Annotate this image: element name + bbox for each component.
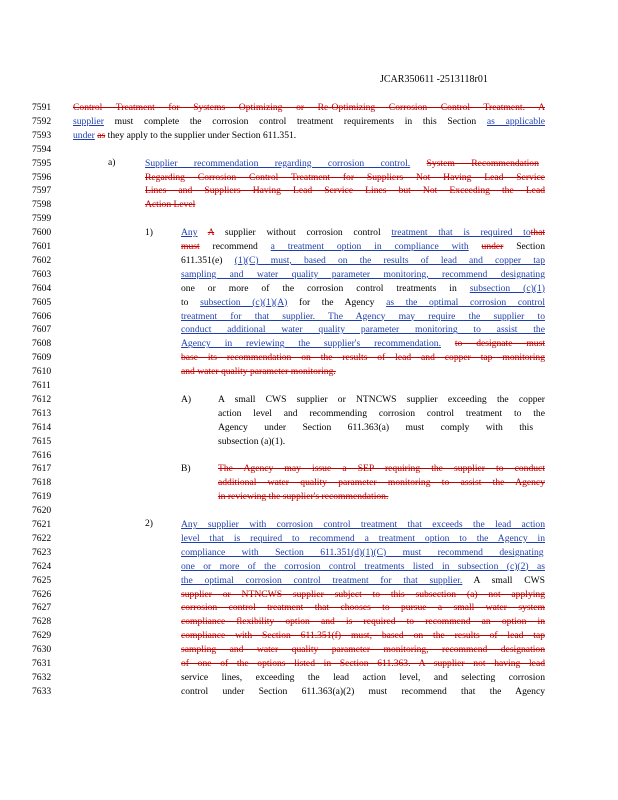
text-line	[218, 394, 545, 405]
text-line	[181, 547, 544, 558]
deleted-text: Lines and Suppliers Having Lead Service Lines but Not Exceeding the Lead	[145, 185, 545, 197]
text-line	[181, 616, 545, 627]
text-line	[218, 463, 545, 474]
inserted-text: as applicable	[486, 115, 545, 127]
line-number: 7621	[32, 519, 52, 530]
deleted-text: as	[97, 129, 106, 141]
line-number: 7603	[32, 268, 52, 280]
plain-text: supplier without corrosion control	[214, 227, 392, 239]
plain-text: Agency under Section 611.363(a) must comply with this	[218, 421, 534, 433]
line-number: 7631	[32, 658, 52, 669]
text-line	[181, 686, 545, 697]
line-number: 7606	[32, 310, 52, 322]
deleted-text: of one of the options listed in Section 611.363. A supplier not having lead	[181, 658, 545, 669]
inserted-text: Any supplier with corrosion control treatment that exceeds the lead action	[181, 519, 545, 530]
text-line	[145, 185, 545, 196]
text-line	[181, 255, 545, 266]
inserted-text: Any	[181, 227, 198, 239]
plain-text: action level and recommending corrosion control treatment to the	[218, 407, 545, 419]
text-line	[181, 533, 545, 544]
plain-text	[410, 158, 426, 169]
plain-text: 611.351(e)	[181, 254, 235, 266]
line-number: 7612	[32, 393, 52, 405]
inserted-text: sampling and water quality parameter monitoring, recommend designating	[181, 268, 545, 280]
label-a: a)	[108, 157, 116, 168]
document-header: JCAR350611 -2513118r01	[380, 74, 488, 85]
line-number: 7593	[32, 129, 52, 141]
line-number: 7598	[32, 199, 52, 211]
inserted-text: as the optimal corrosion control	[386, 296, 545, 308]
text-line	[181, 589, 545, 600]
inserted-text: Agency in reviewing the supplier's recommendation.	[181, 338, 441, 350]
deleted-text: under	[481, 241, 504, 252]
deleted-text: and water quality parameter monitoring.	[181, 366, 336, 378]
text-line	[218, 422, 533, 433]
plain-text: A small CWS supplier or NTNCWS supplier exceeding the copper	[218, 393, 545, 405]
plain-text	[441, 338, 455, 349]
text-line	[73, 116, 545, 127]
deleted-text: must	[181, 241, 200, 252]
text-line	[218, 491, 388, 502]
line-number: 7627	[32, 602, 52, 614]
plain-text: to	[181, 296, 201, 308]
plain-text: one or more of the corrosion control treatments in	[181, 282, 470, 294]
plain-text: subsection (a)(1).	[218, 435, 286, 447]
text-line	[181, 519, 545, 530]
text-line	[218, 436, 285, 447]
plain-text: control under Section 611.363(a)(2) must recommend that the Agency	[181, 685, 545, 697]
plain-text: they apply to the supplier under Section 611.351.	[105, 129, 297, 141]
deleted-text: A	[207, 227, 215, 239]
line-number: 7633	[32, 685, 52, 697]
line-number: 7607	[32, 324, 52, 336]
text-line	[181, 366, 336, 377]
line-number: 7614	[32, 421, 52, 433]
line-number: 7596	[32, 171, 52, 183]
inserted-text: treatment that is required to	[391, 227, 531, 239]
inserted-text: Supplier recommendation regarding corrosion control.	[145, 157, 411, 169]
plain-text: Section	[503, 241, 545, 252]
plain-text: recommend	[199, 241, 271, 252]
deleted-text: Control Treatment for Systems Optimizing or Re-Optimizing Corrosion Control Treatment. A	[73, 102, 545, 113]
line-number: 7619	[32, 491, 52, 503]
line-number: 7611	[32, 380, 51, 391]
inserted-text: subsection (c)(1)	[469, 282, 545, 294]
deleted-text: compliance flexibility option and is required to recommend an option in	[181, 616, 545, 628]
text-line	[218, 408, 545, 419]
plain-text: must complete the corrosion control treatment requirements in this Section	[103, 115, 487, 127]
text-line	[181, 241, 545, 252]
text-line	[181, 297, 545, 308]
text-line	[181, 324, 545, 335]
line-number: 7610	[32, 366, 52, 378]
inserted-text: (1)(C) must, based on the results of lead and copper tap	[234, 254, 545, 266]
deleted-text: that	[530, 227, 546, 239]
line-number: 7630	[32, 644, 52, 656]
line-number: 7615	[32, 435, 52, 447]
text-line	[181, 658, 545, 669]
deleted-text: corrosion control treatment that chooses to pursue a small water system	[181, 602, 545, 614]
line-number: 7591	[32, 102, 52, 113]
deleted-text: to designate must	[454, 338, 545, 350]
inserted-text: treatment for that supplier. The Agency may require the supplier to	[181, 310, 545, 322]
text-line	[145, 199, 195, 210]
plain-text	[469, 241, 482, 252]
inserted-text: level that is required to recommend a treatment option to the Agency in	[181, 532, 545, 544]
line-number: 7625	[32, 574, 52, 586]
plain-text	[198, 227, 208, 238]
line-number: 7617	[32, 463, 52, 475]
plain-text: service lines, exceeding the lead action level, and selecting corrosion	[181, 671, 545, 683]
text-line	[181, 602, 545, 613]
line-number: 7594	[32, 143, 52, 155]
text-line	[145, 158, 539, 169]
line-number: 7628	[32, 616, 52, 628]
label-2: 2)	[145, 518, 153, 529]
line-number: 7600	[32, 227, 52, 239]
inserted-text: compliance with Section 611.351(d)(1)(C) must recommend designating	[181, 546, 544, 558]
text-line	[218, 477, 545, 488]
line-number: 7601	[32, 241, 52, 252]
plain-text: A small CWS	[462, 574, 545, 586]
deleted-text: additional water quality parameter monitoring to assist the Agency	[218, 477, 545, 489]
line-number: 7605	[32, 296, 52, 308]
line-number: 7613	[32, 407, 52, 419]
text-line	[181, 311, 545, 322]
inserted-text: the optimal corrosion control treatment for that supplier.	[181, 574, 463, 586]
deleted-text: compliance with Section 611.351(f) must, based on the results of lead tap	[181, 630, 545, 642]
inserted-text: under	[73, 129, 95, 141]
text-line	[181, 227, 545, 238]
inserted-text: supplier	[73, 115, 104, 127]
deleted-text: System Recommendation	[426, 157, 539, 169]
deleted-text: Action Level	[145, 199, 196, 211]
inserted-text: subsection (c)(1)(A)	[200, 296, 288, 308]
text-line	[181, 338, 545, 349]
text-line	[181, 575, 545, 586]
line-number: 7616	[32, 449, 52, 461]
inserted-text: a treatment option in compliance with	[270, 241, 469, 252]
line-number: 7599	[32, 213, 52, 225]
text-line	[145, 172, 545, 183]
deleted-text: supplier or NTNCWS supplier subject to this subsection (a) not applying	[181, 588, 545, 600]
inserted-text: one or more of the corrosion control treatments listed in subsection (c)(2) as	[181, 560, 545, 572]
label-1: 1)	[145, 227, 153, 238]
text-line	[73, 102, 545, 113]
line-number: 7626	[32, 588, 52, 600]
line-number: 7592	[32, 115, 52, 127]
line-number: 7602	[32, 254, 52, 266]
text-line	[181, 269, 545, 280]
text-line	[181, 672, 545, 683]
inserted-text: conduct additional water quality parameter monitoring to assist the	[181, 324, 545, 336]
line-number: 7629	[32, 630, 52, 642]
line-number: 7595	[32, 157, 52, 169]
deleted-text: Regarding Corrosion Control Treatment for Suppliers Not Having Lead Service	[145, 171, 545, 183]
text-line	[73, 130, 296, 141]
line-number: 7624	[32, 560, 52, 572]
plain-text: for the Agency	[287, 296, 387, 308]
deleted-text: base its recommendation on the results of lead and copper tap monitoring	[181, 352, 545, 364]
line-number: 7604	[32, 282, 52, 294]
line-number: 7609	[32, 352, 52, 364]
label-A: A)	[181, 394, 192, 405]
line-number: 7618	[32, 477, 52, 489]
label-B: B)	[181, 463, 191, 474]
line-number: 7623	[32, 546, 52, 558]
deleted-text: in reviewing the supplier's recommendation.	[218, 491, 389, 503]
text-line	[181, 630, 545, 641]
deleted-text: The Agency may issue a SEP requiring the supplier to conduct	[218, 463, 545, 475]
text-line	[181, 352, 545, 363]
line-number: 7632	[32, 671, 52, 683]
text-line	[181, 644, 545, 655]
text-line	[181, 283, 545, 294]
line-number: 7622	[32, 532, 52, 544]
line-number: 7608	[32, 338, 52, 350]
text-line	[181, 561, 545, 572]
line-number: 7620	[32, 505, 52, 517]
line-number: 7597	[32, 185, 52, 197]
deleted-text: sampling and water quality parameter monitoring, recommend designation	[181, 644, 545, 656]
